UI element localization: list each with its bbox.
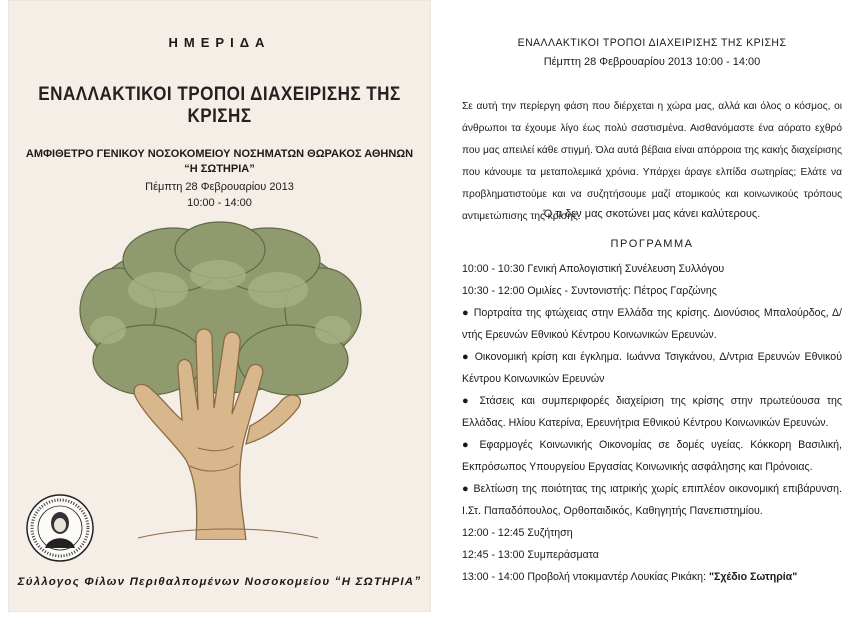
poster-venue: ΑΜΦΙΘΕΤΡΟ ΓΕΝΙΚΟΥ ΝΟΣΟΚΟΜΕΙΟΥ ΝΟΣΗΜΑΤΩΝ ΘΩΡΑΚΟΣ ΑΘΗΝΩΝ — [25, 148, 414, 160]
bullet-icon: ● — [462, 351, 475, 363]
program-item-text: 13:00 - 14:00 Προβολή ντοκιμαντέρ Λουκίας Ρικάκη: — [462, 571, 709, 583]
program-item-text: 12:00 - 12:45 Συζήτηση — [462, 527, 573, 539]
documentary-title: "Σχέδιο Σωτηρία" — [708, 571, 798, 583]
program-talk-item — [462, 302, 842, 346]
bullet-icon: ● — [462, 395, 480, 407]
program-heading: ΠΡΟΓΡΑΜΜΑ — [610, 238, 694, 250]
program-session-item — [462, 544, 842, 566]
details-title: ΕΝΑΛΛΑΚΤΙΚΟΙ ΤΡΟΠΟΙ ΔΙΑΧΕΙΡΙΣΗΣ ΤΗΣ ΚΡΙΣΗΣ — [517, 37, 787, 49]
program-item-text: 10:00 - 10:30 Γενική Απολογιστική Συνέλευση Συλλόγου — [462, 263, 725, 275]
poster-footer: Σύλλογος Φίλων Περιθαλπομένων Νοσοκομείου “Η ΣΩΤΗΡΙΑ” — [17, 576, 422, 588]
program-talk-item — [462, 478, 842, 522]
association-logo — [25, 493, 95, 563]
poster-venue-name: “Η ΣΩΤΗΡΙΑ” — [184, 163, 255, 175]
tree-hand-illustration — [78, 220, 363, 540]
motto: Ό,τι δεν μας σκοτώνει μας κάνει καλύτερους. — [543, 208, 761, 220]
bullet-icon: ● — [462, 439, 480, 451]
poster-title: ΕΝΑΛΛΑΚΤΙΚΟΙ ΤΡΟΠΟΙ ΔΙΑΧΕΙΡΙΣΗΣ ΤΗΣ ΚΡΙΣΗΣ — [38, 84, 401, 127]
program-item-text: 12:45 - 13:00 Συμπεράσματα — [462, 549, 599, 561]
poster-date: Πέμπτη 28 Φεβρουαρίου 2013 — [145, 181, 294, 193]
poster-label: ΗΜΕΡΙΔΑ — [168, 35, 271, 50]
program-talk-item — [462, 434, 842, 478]
program-session-item — [462, 522, 842, 544]
program-session-item — [462, 258, 842, 280]
program-talk-item — [462, 390, 842, 434]
program-item-text: Στάσεις και συμπεριφορές διαχείριση της κρίσης στην πρωτεύουσα της Ελλάδας. Ηλίου Κατερίνα, Ερευνήτρια Εθνικού Κέντρου Κοινωνικών Ερευνών. — [462, 395, 842, 429]
logo-seal-icon — [25, 493, 95, 563]
bullet-icon: ● — [462, 483, 474, 495]
event-poster — [8, 0, 431, 612]
poster-time: 10:00 - 14:00 — [187, 197, 252, 209]
program-item-text: 10:30 - 12:00 Ομιλίες - Συντονιστής: Πέτρος Γαρζώνης — [462, 285, 717, 297]
program-session-item — [462, 280, 842, 302]
program-item-text: Πορτραίτα της φτώχειας στην Ελλάδα της κρίσης. Διονύσιος Μπαλούρδος, Δ/ντής Ερευνών Εθνικού Κέντρου Κοινωνικών Ερευνών. — [462, 307, 842, 341]
program-session-item — [462, 566, 842, 588]
bullet-icon: ● — [462, 307, 474, 319]
details-date-time: Πέμπτη 28 Φεβρουαρίου 2013 10:00 - 14:00 — [543, 56, 761, 68]
program-talk-item — [462, 346, 842, 390]
intro-paragraph: Σε αυτή την περίεργη φάση που διέρχεται η χώρα μας, αλλά και όλος ο κόσμος, οι άνθρωποι τα έχουμε λίγο έως πολύ σαστισμένα. Αισθανόμαστε ένα αόρατο εχθρό που μας απειλεί κάθε στιγμή. Όλα αυτά βέβαια είναι απόρροια της κακής διαχείρισης που κάνουμε τα μεταπολεμικά χρόνια. Υπάρχει άραγε ελπίδα σωτηρίας; Ελάτε να προβληματιστούμε και να συζητήσουμε μαζί ατομικούς και κοινωνικούς τρόπους αντιμετώπισης της κρίσης. — [462, 101, 842, 222]
program-item-text: Βελτίωση της ποιότητας της ιατρικής χωρίς επιπλέον οικονομική επιβάρυνση. Ι.Στ. Παπαδόπουλος, Ορθοπαιδικός, Καθηγητής Πανεπιστημίου. — [462, 483, 842, 517]
program-list — [462, 258, 842, 588]
program-item-text: Οικονομική κρίση και έγκλημα. Ιωάννα Τσιγκάνου, Δ/ντρια Ερευνών Εθνικού Κέντρου Κοινωνικών Ερευνών — [462, 351, 842, 385]
program-item-text: Εφαρμογές Κοινωνικής Οικονομίας σε δομές υγείας. Κόκκορη Βασιλική, Εκπρόσωπος Υπουργείου Εργασίας Κοινωνικής ασφάλησης και Πρόνοιας. — [462, 439, 843, 473]
